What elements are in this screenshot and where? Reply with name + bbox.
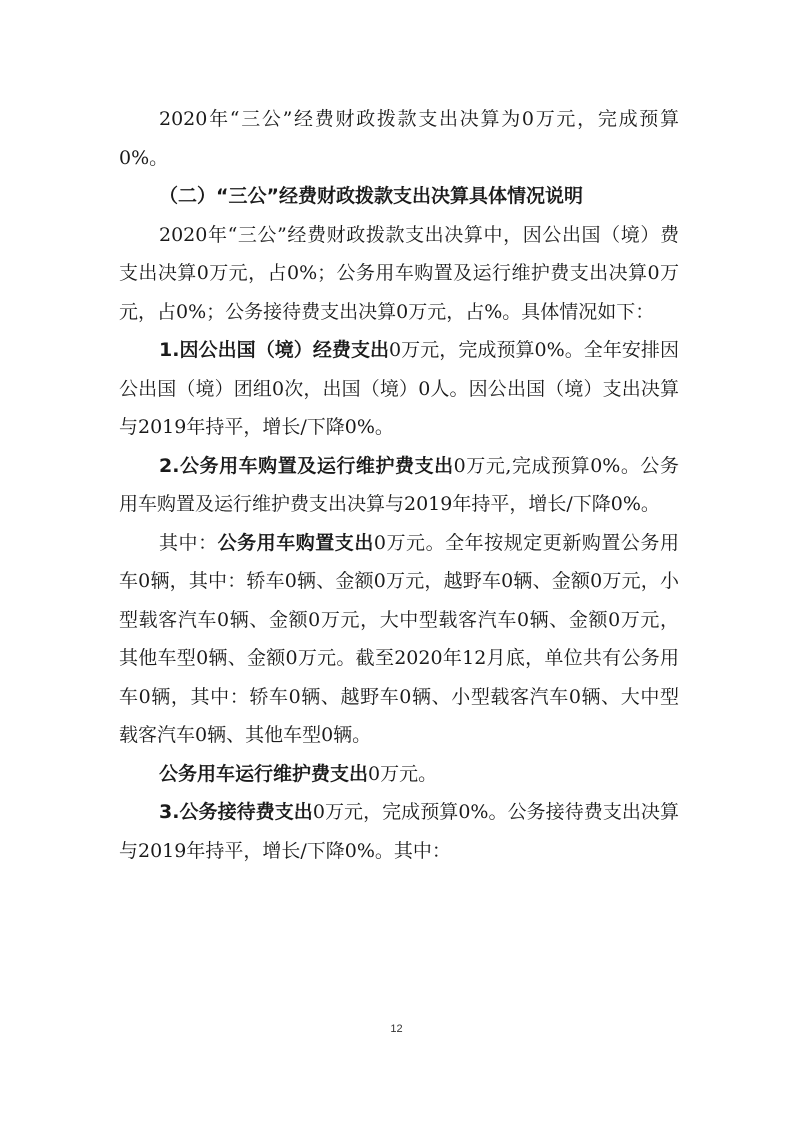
paragraph-bold-lead: 公务用车运行维护费支出: [159, 762, 369, 785]
heading-text: （二）“三公”经费财政拨款支出决算具体情况说明: [159, 185, 583, 207]
paragraph-prefix: 其中：: [159, 531, 218, 554]
paragraph-text: 0万元。: [368, 762, 438, 785]
paragraph-vehicle-purchase: [119, 524, 679, 755]
paragraph-reception-expenses: [119, 793, 679, 870]
paragraph-vehicle-expenses: [119, 447, 679, 524]
paragraph-bold-lead: 3.公务接待费支出: [159, 801, 313, 823]
paragraph-text: 0万元，完成预算0%。全年安排因公出国（境）团组0次，出国（境）0人。因公出国（境）支出决算与2019年持平，增长/下降0%。: [119, 339, 679, 438]
paragraph-total-expenditure: [119, 100, 679, 177]
paragraph-bold-lead: 公务用车购置支出: [217, 531, 374, 554]
paragraph-text: 0万元，完成预算0%。公务接待费支出决算与2019年持平，增长/下降0%。其中：: [119, 801, 679, 862]
paragraph-vehicle-maintenance: [119, 755, 679, 794]
document-body: [119, 100, 679, 870]
page-number: 12: [390, 1023, 403, 1035]
section-heading: [119, 177, 679, 216]
paragraph-text: 0万元。全年按规定更新购置公务用车0辆，其中：轿车0辆、金额0万元，越野车0辆、金额0万元，小型载客汽车0辆、金额0万元，大中型载客汽车0辆、金额0万元，其他车型0辆、金额0万元。截至2020年12月底，单位共有公务用车0辆，其中：轿车0辆、越野车0辆、小型载客汽车0辆、大中型载客汽车0辆、其他车型0辆。: [119, 531, 679, 746]
paragraph-text: 0万元,完成预算0%。公务用车购置及运行维护费支出决算与2019年持平，增长/下降0%。: [119, 454, 679, 515]
paragraph-text: 2020年“三公”经费财政拨款支出决算为0万元，完成预算0%。: [119, 108, 679, 169]
paragraph-breakdown: [119, 216, 679, 332]
paragraph-text: 2020年“三公”经费财政拨款支出决算中，因公出国（境）费支出决算0万元，占0%；公务用车购置及运行维护费支出决算0万元，占0%；公务接待费支出决算0万元，占%。具体情况如下：: [119, 223, 679, 323]
paragraph-bold-lead: 1.因公出国（境）经费支出: [159, 339, 390, 361]
paragraph-bold-lead: 2.公务用车购置及运行维护费支出: [159, 454, 454, 477]
paragraph-overseas-travel: [119, 331, 679, 447]
